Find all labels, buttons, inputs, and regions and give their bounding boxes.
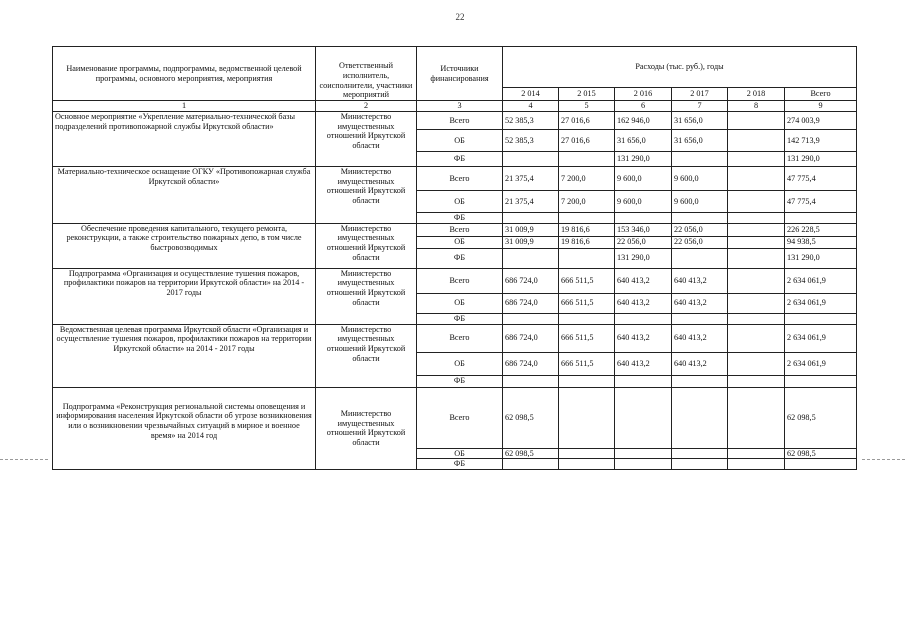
amount-cell: 131 290,0: [615, 152, 672, 167]
executor: Министерство имущественных отношений Иркутской области: [326, 223, 406, 262]
year-2015: 2 015: [559, 88, 615, 101]
funding-source: Всего: [417, 387, 503, 448]
amount-cell: 31 009,9: [503, 236, 559, 248]
header-exec-cell: [316, 47, 417, 101]
amount-cell: 666 511,5: [559, 293, 615, 313]
amount-cell: [559, 248, 615, 268]
amount-cell: 686 724,0: [503, 293, 559, 313]
amount-cell: [672, 152, 728, 167]
table-row: [53, 223, 857, 236]
amount-cell: 666 511,5: [559, 324, 615, 352]
amount-cell: 131 290,0: [615, 248, 672, 268]
total-cell: 2 634 061,9: [785, 293, 857, 313]
header-name: Наименование программы, подпрограммы, ведомственной целевой программы, основного мероприятия, мероприятия: [66, 63, 302, 83]
executor: Министерство имущественных отношений Иркутской области: [326, 409, 406, 448]
amount-cell: [559, 152, 615, 167]
amount-cell: 686 724,0: [503, 324, 559, 352]
amount-cell: [672, 313, 728, 324]
page-number: 22: [455, 12, 465, 22]
amount-cell: 22 056,0: [672, 236, 728, 248]
program-name: Материально-техническое оснащение ОГКУ «Противопожарная служба Иркутской области»: [57, 167, 311, 186]
amount-cell: [728, 112, 785, 130]
amount-cell: [728, 459, 785, 470]
amount-cell: 162 946,0: [615, 112, 672, 130]
year-2018: 2 018: [728, 88, 785, 101]
amount-cell: [728, 448, 785, 459]
executor-cell: [316, 223, 417, 268]
total-cell: [785, 375, 857, 387]
executor-cell: [316, 387, 417, 469]
amount-cell: [728, 191, 785, 213]
total-cell: 131 290,0: [785, 152, 857, 167]
program-name-cell: [53, 324, 316, 387]
amount-cell: 27 016,6: [559, 130, 615, 152]
executor-cell: [316, 268, 417, 324]
funding-source: Всего: [417, 223, 503, 236]
funding-source: ОБ: [417, 130, 503, 152]
scan-artifact-line: [862, 459, 905, 460]
year-2014: 2 014: [503, 88, 559, 101]
amount-cell: [559, 313, 615, 324]
amount-cell: 9 600,0: [672, 191, 728, 213]
header-exec: Ответственный исполнитель, соисполнители, участники мероприятий: [319, 61, 413, 100]
amount-cell: 62 098,5: [503, 448, 559, 459]
amount-cell: 27 016,6: [559, 112, 615, 130]
total-cell: 2 634 061,9: [785, 268, 857, 293]
amount-cell: 640 413,2: [615, 268, 672, 293]
table-row: [53, 112, 857, 130]
header-name-cell: [53, 47, 316, 101]
total-cell: 2 634 061,9: [785, 324, 857, 352]
funding-source: ФБ: [417, 313, 503, 324]
amount-cell: [503, 213, 559, 224]
total-cell: [785, 459, 857, 470]
amount-cell: [615, 213, 672, 224]
amount-cell: 31 656,0: [672, 112, 728, 130]
funding-source: ФБ: [417, 459, 503, 470]
amount-cell: [672, 387, 728, 448]
amount-cell: 31 656,0: [672, 130, 728, 152]
total-cell: [785, 213, 857, 224]
funding-source: ФБ: [417, 375, 503, 387]
amount-cell: [559, 448, 615, 459]
col-number: 5: [559, 101, 615, 112]
total-cell: 226 228,5: [785, 223, 857, 236]
executor-cell: [316, 112, 417, 167]
amount-cell: 640 413,2: [615, 324, 672, 352]
table-row: [53, 324, 857, 352]
amount-cell: [672, 213, 728, 224]
amount-cell: [728, 152, 785, 167]
amount-cell: 7 200,0: [559, 191, 615, 213]
amount-cell: 9 600,0: [615, 167, 672, 191]
amount-cell: 153 346,0: [615, 223, 672, 236]
executor: Министерство имущественных отношений Иркутской области: [326, 112, 406, 151]
total-cell: 47 775,4: [785, 191, 857, 213]
amount-cell: [503, 248, 559, 268]
executor-cell: [316, 167, 417, 224]
funding-source: Всего: [417, 324, 503, 352]
amount-cell: 9 600,0: [615, 191, 672, 213]
total-cell: 274 003,9: [785, 112, 857, 130]
amount-cell: 640 413,2: [615, 293, 672, 313]
funding-source: ФБ: [417, 213, 503, 224]
total-cell: 94 938,5: [785, 236, 857, 248]
amount-cell: [672, 248, 728, 268]
scan-artifact-line: [0, 459, 48, 460]
funding-source: ФБ: [417, 152, 503, 167]
program-name: Подпрограмма «Организация и осуществление тушения пожаров, профилактики пожаров на территории Иркутской области» на 2014 - 2017 годы: [63, 268, 305, 298]
amount-cell: 52 385,3: [503, 130, 559, 152]
program-name-cell: [53, 112, 316, 167]
amount-cell: [615, 459, 672, 470]
total-cell: 142 713,9: [785, 130, 857, 152]
amount-cell: 21 375,4: [503, 167, 559, 191]
program-name: Ведомственная целевая программа Иркутской области «Организация и осуществление тушения пожаров, профилактики пожаров на территории Иркутской области» на 2014 - 2017 годы: [56, 324, 312, 354]
amount-cell: [728, 324, 785, 352]
executor-cell: [316, 324, 417, 387]
program-name: Подпрограмма «Реконструкция региональной системы оповещения и информирования населения Иркутской области об угрозе возникновения или о возникновении чрезвычайных ситуаций в мирное и военное время» на 2014 год: [56, 401, 312, 440]
amount-cell: 19 816,6: [559, 236, 615, 248]
amount-cell: [615, 313, 672, 324]
executor: Министерство имущественных отношений Иркутской области: [326, 167, 406, 206]
amount-cell: 640 413,2: [672, 293, 728, 313]
header-source-cell: [417, 47, 503, 101]
col-number: 7: [672, 101, 728, 112]
amount-cell: 666 511,5: [559, 268, 615, 293]
amount-cell: [728, 223, 785, 236]
total-cell: 62 098,5: [785, 448, 857, 459]
funding-source: ОБ: [417, 448, 503, 459]
amount-cell: [672, 459, 728, 470]
amount-cell: [728, 236, 785, 248]
amount-cell: [672, 375, 728, 387]
amount-cell: 31 009,9: [503, 223, 559, 236]
total-cell: 2 634 061,9: [785, 352, 857, 375]
total-cell: 62 098,5: [785, 387, 857, 448]
amount-cell: [672, 448, 728, 459]
amount-cell: [559, 459, 615, 470]
program-name: Обеспечение проведения капитального, текущего ремонта, реконструкции, а также строительство пожарных депо, в том числе быстровозводимых: [66, 223, 302, 253]
amount-cell: 640 413,2: [672, 268, 728, 293]
year-total: Всего: [785, 88, 857, 101]
amount-cell: [559, 213, 615, 224]
amount-cell: [728, 352, 785, 375]
amount-cell: [728, 248, 785, 268]
total-cell: [785, 313, 857, 324]
year-2016: 2 016: [615, 88, 672, 101]
program-name: Основное мероприятие «Укрепление материально-технической базы подразделений противопожарной службы Иркутской области»: [55, 112, 295, 131]
amount-cell: 666 511,5: [559, 352, 615, 375]
program-name-cell: [53, 167, 316, 224]
amount-cell: [503, 152, 559, 167]
amount-cell: 52 385,3: [503, 112, 559, 130]
amount-cell: 19 816,6: [559, 223, 615, 236]
amount-cell: [559, 375, 615, 387]
amount-cell: 22 056,0: [672, 223, 728, 236]
funding-source: Всего: [417, 268, 503, 293]
program-name-cell: [53, 223, 316, 268]
year-2017: 2 017: [672, 88, 728, 101]
col-number: 3: [417, 101, 503, 112]
table-row: [53, 387, 857, 448]
amount-cell: [503, 375, 559, 387]
program-name-cell: [53, 387, 316, 469]
amount-cell: [559, 387, 615, 448]
amount-cell: 31 656,0: [615, 130, 672, 152]
funding-source: ОБ: [417, 293, 503, 313]
amount-cell: 640 413,2: [615, 352, 672, 375]
header-source: Источники финансирования: [430, 63, 489, 83]
funding-source: ОБ: [417, 236, 503, 248]
table-row: [53, 268, 857, 293]
amount-cell: [615, 387, 672, 448]
col-number: 6: [615, 101, 672, 112]
amount-cell: [615, 448, 672, 459]
total-cell: 131 290,0: [785, 248, 857, 268]
amount-cell: [728, 213, 785, 224]
amount-cell: [728, 130, 785, 152]
funding-source: Всего: [417, 167, 503, 191]
amount-cell: [728, 167, 785, 191]
col-number: 1: [53, 101, 316, 112]
funding-source: Всего: [417, 112, 503, 130]
amount-cell: [503, 313, 559, 324]
amount-cell: 21 375,4: [503, 191, 559, 213]
amount-cell: [728, 268, 785, 293]
header-expenses: Расходы (тыс. руб.), годы: [635, 62, 724, 72]
amount-cell: 7 200,0: [559, 167, 615, 191]
col-number: 2: [316, 101, 417, 112]
amount-cell: 62 098,5: [503, 387, 559, 448]
executor: Министерство имущественных отношений Иркутской области: [326, 268, 406, 307]
budget-table: [52, 46, 857, 470]
funding-source: ФБ: [417, 248, 503, 268]
executor: Министерство имущественных отношений Иркутской области: [326, 324, 406, 363]
program-name-cell: [53, 268, 316, 324]
funding-source: ОБ: [417, 191, 503, 213]
amount-cell: 9 600,0: [672, 167, 728, 191]
funding-source: ОБ: [417, 352, 503, 375]
amount-cell: [728, 293, 785, 313]
amount-cell: [503, 459, 559, 470]
total-cell: 47 775,4: [785, 167, 857, 191]
col-number: 4: [503, 101, 559, 112]
table-row: [53, 167, 857, 191]
amount-cell: 22 056,0: [615, 236, 672, 248]
col-number: 8: [728, 101, 785, 112]
amount-cell: 640 413,2: [672, 352, 728, 375]
amount-cell: [615, 375, 672, 387]
amount-cell: [728, 387, 785, 448]
col-number: 9: [785, 101, 857, 112]
amount-cell: 640 413,2: [672, 324, 728, 352]
amount-cell: [728, 375, 785, 387]
amount-cell: 686 724,0: [503, 268, 559, 293]
header-expenses-cell: [503, 47, 857, 88]
amount-cell: [728, 313, 785, 324]
amount-cell: 686 724,0: [503, 352, 559, 375]
